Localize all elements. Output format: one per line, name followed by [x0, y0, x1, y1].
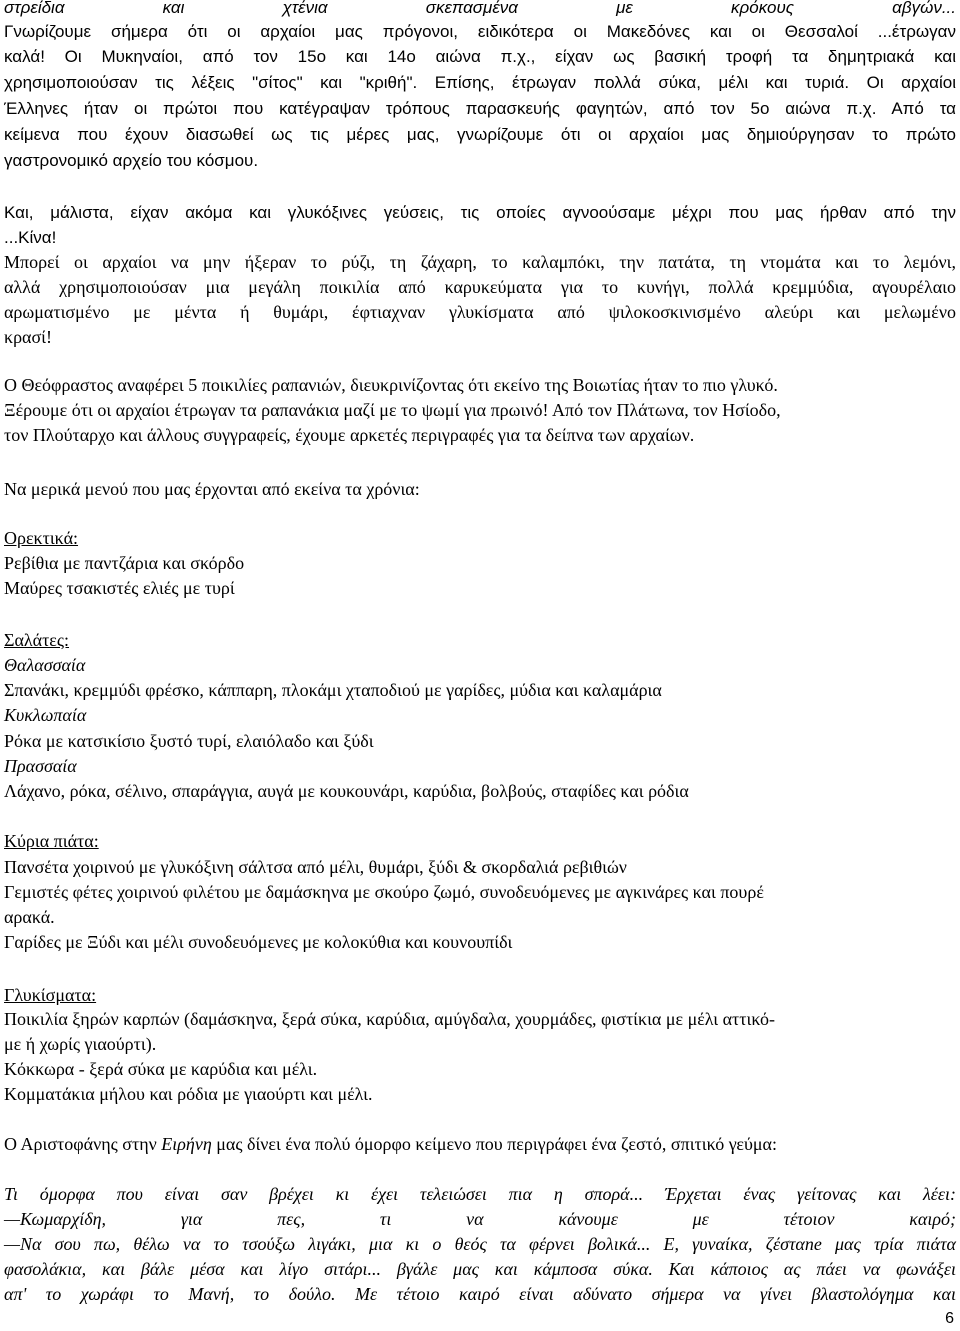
theophrastus-line-3: τον Πλούταρχο και άλλους συγγραφείς, έχουμε αρκετές περιγραφές για τα δείπνα των αρχαίων.	[4, 425, 695, 445]
quote-line-1: Τι όμορφα που είναι σαν βρέχει κι έχει τελειώσει πια η σπορά... Έρχεται ένας γείτονας και λέει:	[4, 1184, 956, 1204]
quote-line-4: φασολάκια, και βάλε μέσα και λίγο σιτάρι... βγάλε μας και κάμποσα σύκα. Και κάποιος ας πάει να φωνάξει	[4, 1259, 956, 1279]
intro-line-1: στρείδια και χτένια σκεπασμένα με κρόκους αβγών...	[4, 0, 956, 17]
appetizers-heading: Ορεκτικά:	[4, 528, 79, 548]
desserts-line: Κόκκωρα - ξερά σύκα με καρύδια και μέλι.	[4, 1059, 318, 1079]
intro-line-6: κείμενα που έχουν διασωθεί ως τις μέρες μας, γνωρίζουμε ότι οι αρχαίοι μας δημιούργησαν το πρώτο	[4, 125, 956, 144]
intro-line-3: καλά! Οι Μυκηναίοι, από τον 15ο και 14ο αιώνα π.χ., είχαν ως βασική τροφή τα δημητριακά και	[4, 47, 956, 66]
mains-line: Γεμιστές φέτες χοιρινού φιλέτου με δαμάσκηνα με σκούρο ζωμό, συνοδευόμενες με αγκινάρες και πουρέ	[4, 882, 764, 902]
mains-line: Γαρίδες με Ξύδι και μέλι συνοδευόμενες με κολοκύθια και κουνουπίδι	[4, 932, 513, 952]
intro-line-7: γαστρονομικό αρχείο του κόσμου.	[4, 151, 259, 170]
desserts-line: με ή χωρίς γιαούρτι).	[4, 1034, 157, 1054]
aristophanes-work-title: Ειρήνη	[161, 1134, 212, 1154]
ingredient-line-1: Μπορεί οι αρχαίοι να μην ήξεραν το ρύζι, τη ζάχαρη, το καλαμπόκι, την πατάτα, τη ντομάτα και το λεμόνι,	[4, 252, 956, 272]
salads-heading: Σαλάτες:	[4, 630, 69, 650]
desserts-heading: Γλυκίσματα:	[4, 985, 97, 1005]
mains-line: Πανσέτα χοιρινού με γλυκόξινη σάλτσα από μέλι, θυμάρι, ξύδι & σκορδαλιά ρεβιθιών	[4, 857, 627, 877]
ingredient-line-3: αρωματισμένο με μέντα ή θυμάρι, έφτιαχναν γλυκίσματα από ψιλοκοσκινισμένο αλεύρι και μελωμένο	[4, 302, 956, 322]
salad-name: Θαλασσαία	[4, 655, 86, 675]
page-number: 6	[945, 1310, 954, 1327]
theophrastus-line-1: Ο Θεόφραστος αναφέρει 5 ποικιλίες ραπανιών, διευκρινίζοντας ότι εκείνο της Βοιωτίας ήταν το πιο γλυκό.	[4, 375, 778, 395]
sweet-line-2: ...Κίνα!	[4, 228, 57, 247]
desserts-line: Ποικιλία ξηρών καρπών (δαμάσκηνα, ξερά σύκα, καρύδια, αμύγδαλα, χουρμάδες, φιστίκια με μέλι αττικό-	[4, 1009, 776, 1029]
salad-description: Λάχανο, ρόκα, σέλινο, σπαράγγια, αυγά με κουκουνάρι, καρύδια, βολβούς, σταφίδες και ρόδια	[4, 781, 689, 801]
aristophanes-after: μας δίνει ένα πολύ όμορφο κείμενο που περιγράφει ένα ζεστό, σπιτικό γεύμα:	[211, 1134, 777, 1154]
intro-line-5: Έλληνες ήταν οι πρώτοι που κατέγραψαν τρόπους παρασκευής φαγητών, από τον 5ο αιώνα π.χ. Από τα	[4, 99, 956, 118]
theophrastus-line-2: Ξέρουμε ότι οι αρχαίοι έτρωγαν τα ραπανάκια μαζί με το ψωμί για πρωινό! Από τον Πλάτωνα, τον Ησίοδο,	[4, 400, 781, 420]
salad-name: Κυκλωπαία	[4, 705, 87, 725]
quote-line-5: απ' το χωράφι το Μανή, το δούλο. Με τέτοιο καιρό είναι αδύνατο σήμερα να γίνει βλαστολόγημα και	[4, 1284, 956, 1304]
quote-line-3: —Να σου πω, θέλω να το τσούξω λιγάκι, μια κι ο θεός τα φέρνει βολικά... Ε, γυναίκα, ζέσταne μας τρία πιάτα	[4, 1234, 956, 1254]
aristophanes-before: Ο Αριστοφάνης στην	[4, 1134, 162, 1154]
intro-line-4: χρησιμοποιούσαν τις λέξεις "σίτος" και "κριθή". Επίσης, έτρωγαν πολλά σύκα, μέλι και τυριά. Οι αρχαίοι	[4, 73, 956, 92]
salad-description: Σπανάκι, κρεμμύδι φρέσκο, κάππαρη, πλοκάμι χταποδιού με γαρίδες, μύδια και καλαμάρια	[4, 680, 662, 700]
quote-line-2: —Κωμαρχίδη, για πες, τι να κάνουμε με τέτοιον καιρό;	[4, 1209, 956, 1229]
aristophanes-line	[4, 1134, 777, 1155]
salad-name: Πρασσαία	[4, 756, 77, 776]
appetizer-item: Μαύρες τσακιστές ελιές με τυρί	[4, 578, 235, 598]
appetizer-item: Ρεβίθια με παντζάρια και σκόρδο	[4, 553, 245, 573]
ingredient-line-4: κρασί!	[4, 327, 53, 347]
desserts-line: Κομματάκια μήλου και ρόδια με γιαούρτι και μέλι.	[4, 1084, 373, 1104]
ingredient-line-2: αλλά χρησιμοποιούσαν μια μεγάλη ποικιλία από καρυκεύματα για το κυνήγι, πολλά κρεμμύδια, αγουρέλαιο	[4, 277, 956, 297]
salad-description: Ρόκα με κατσικίσιο ξυστό τυρί, ελαιόλαδο και ξύδι	[4, 731, 374, 751]
sweet-line-1: Και, μάλιστα, είχαν ακόμα και γλυκόξινες γεύσεις, τις οποίες αγνοούσαμε μέχρι που μας ήρθαν από την	[4, 203, 956, 222]
mains-line: αρακά.	[4, 907, 55, 927]
mains-heading: Κύρια πιάτα:	[4, 831, 99, 851]
intro-line-2: Γνωρίζουμε σήμερα ότι οι αρχαίοι μας πρόγονοι, ειδικότερα οι Μακεδόνες και οι Θεσσαλοί ...έτρωγαν	[4, 22, 956, 41]
menu-intro: Να μερικά μενού που μας έρχονται από εκείνα τα χρόνια:	[4, 479, 420, 499]
